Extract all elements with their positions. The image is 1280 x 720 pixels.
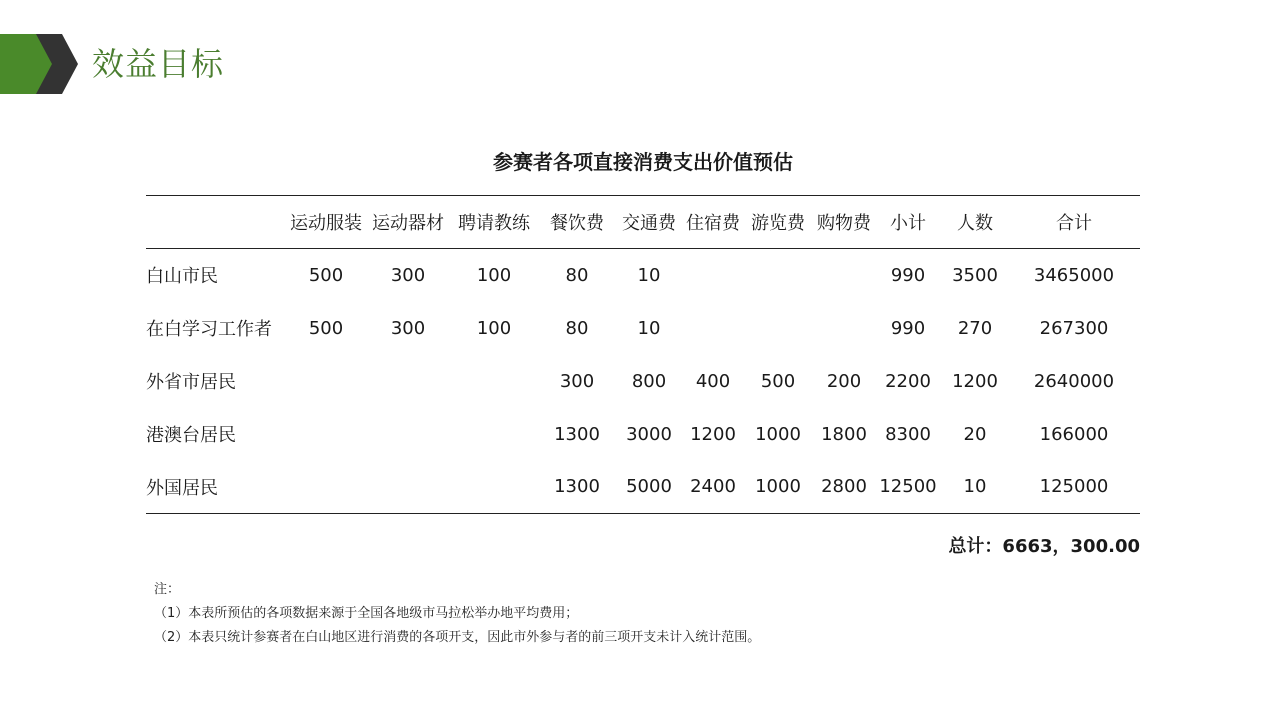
- table-cell: 100: [476, 264, 512, 286]
- table-cell: [742, 302, 814, 355]
- table-cell: 100: [476, 317, 512, 339]
- table-cell: 1200: [952, 370, 998, 392]
- table-cell: 166000: [1039, 423, 1109, 445]
- table-cell: 1200: [690, 423, 736, 445]
- row-label: 白山市民: [146, 266, 218, 288]
- header-arrow-decoration: [0, 34, 80, 94]
- table-cell: 5000: [614, 461, 684, 514]
- header-cell-people: 人数: [942, 196, 1008, 249]
- table-row: [146, 302, 1140, 355]
- table-cell: 10: [637, 264, 661, 286]
- note-item: （1）本表所预估的各项数据来源于全国各地级市马拉松举办地平均费用；: [154, 606, 579, 621]
- table-cell: 2400: [684, 461, 742, 514]
- table-cell: 2200: [885, 370, 931, 392]
- table-cell: 10: [942, 461, 1008, 514]
- table-row: [146, 408, 1140, 461]
- table-cell: [448, 355, 540, 408]
- table-cell: 20: [963, 423, 987, 445]
- header-cell-sightseeing: 游览费: [742, 196, 814, 249]
- table-cell: [284, 408, 368, 461]
- table-cell: 1800: [821, 423, 867, 445]
- table-row: [146, 461, 1140, 514]
- table-cell: 990: [890, 317, 926, 339]
- table-cell: [284, 461, 368, 514]
- row-label: 在白学习工作者: [146, 319, 272, 340]
- table-cell: 300: [390, 264, 426, 286]
- header-cell-sportswear: 运动服装: [284, 196, 368, 249]
- table-cell: 1300: [554, 423, 600, 445]
- header-cell-transport: 交通费: [614, 196, 684, 249]
- table-cell: 8300: [885, 423, 931, 445]
- table-cell: [368, 408, 448, 461]
- table-cell: [368, 461, 448, 514]
- table-header-row: [146, 196, 1140, 249]
- row-label: 港澳台居民: [146, 425, 236, 446]
- consumption-table: [146, 195, 1140, 514]
- row-label: 外国居民: [146, 461, 284, 514]
- header-cell-equipment: 运动器材: [368, 196, 448, 249]
- table-cell: 2800: [814, 461, 874, 514]
- table-cell: [368, 355, 448, 408]
- table-cell: 990: [890, 264, 926, 286]
- table-cell: [448, 461, 540, 514]
- header-cell-label: [146, 196, 284, 249]
- notes-section: [154, 578, 760, 650]
- table-cell: [814, 302, 874, 355]
- table-row: [146, 355, 1140, 408]
- table-cell: 1000: [742, 461, 814, 514]
- table-cell: 3000: [626, 423, 672, 445]
- table-cell: 800: [631, 370, 667, 392]
- notes-heading: 注：: [154, 582, 181, 597]
- table-cell: 1000: [755, 423, 801, 445]
- table-cell: 400: [695, 370, 731, 392]
- slide-title: 效益目标: [92, 45, 225, 83]
- table-cell: 270: [957, 317, 993, 339]
- header-cell-subtotal: 小计: [874, 196, 942, 249]
- row-label: 外省市居民: [146, 372, 236, 393]
- note-item: （2）本表只统计参赛者在白山地区进行消费的各项开支，因此市外参与者的前三项开支未计入统计范围。: [154, 630, 761, 645]
- header-cell-total: 合计: [1008, 196, 1140, 249]
- header-cell-lodging: 住宿费: [684, 196, 742, 249]
- table-cell: [814, 249, 874, 302]
- table-cell: 10: [637, 317, 661, 339]
- table-row: [146, 249, 1140, 302]
- table-cell: [684, 302, 742, 355]
- table-cell: 80: [565, 264, 589, 286]
- table-cell: 12500: [874, 461, 942, 514]
- table-cell: 500: [308, 317, 344, 339]
- table-cell: [684, 249, 742, 302]
- header-cell-dining: 餐饮费: [540, 196, 614, 249]
- table-cell: 3500: [952, 264, 998, 286]
- table-cell: 300: [390, 317, 426, 339]
- table-cell: [448, 408, 540, 461]
- table-cell: 3465000: [1033, 264, 1115, 286]
- header-cell-coach: 聘请教练: [448, 196, 540, 249]
- grand-total: 总计：6663，300.00: [948, 536, 1140, 557]
- table-cell: 500: [308, 264, 344, 286]
- table-cell: [742, 249, 814, 302]
- table-cell: 125000: [1008, 461, 1140, 514]
- table-cell: 2640000: [1033, 370, 1115, 392]
- table-cell: 300: [559, 370, 595, 392]
- table-title: 参赛者各项直接消费支出价值预估: [493, 150, 793, 174]
- header-cell-shopping: 购物费: [814, 196, 874, 249]
- table-cell: [284, 355, 368, 408]
- table-cell: 500: [760, 370, 796, 392]
- table-cell: 1300: [540, 461, 614, 514]
- table-cell: 80: [565, 317, 589, 339]
- table-cell: 200: [826, 370, 862, 392]
- table-cell: 267300: [1039, 317, 1109, 339]
